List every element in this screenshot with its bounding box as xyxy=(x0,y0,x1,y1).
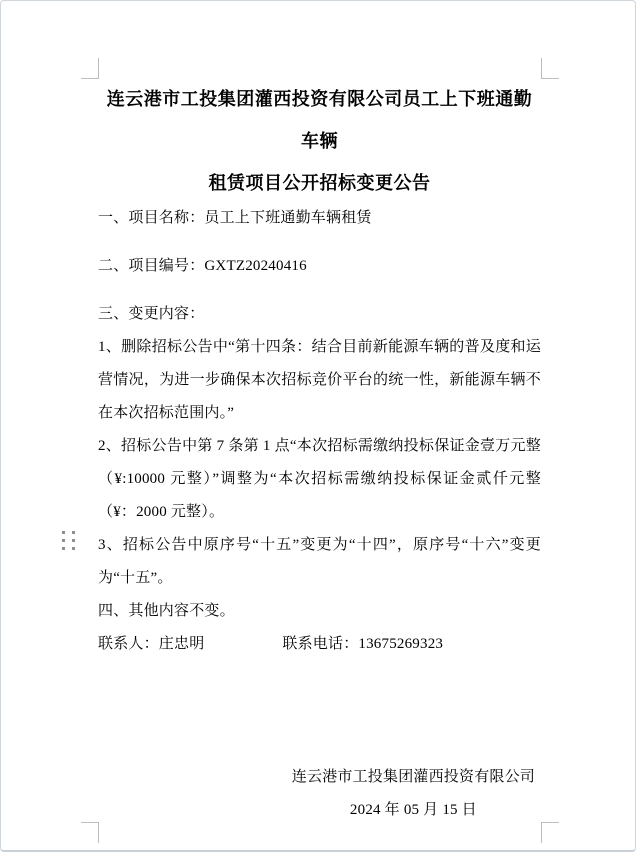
change-content-heading: 三、变更内容： xyxy=(98,306,205,322)
drag-handle-dot xyxy=(72,539,75,542)
margin-mark-top-right-icon xyxy=(541,58,559,79)
contact-phone: 联系电话：13675269323 xyxy=(282,636,444,652)
contact-line xyxy=(98,628,541,661)
change-item-3: 3、招标公告中原序号“十五”变更为“十四”，原序号“十六”变更为“十五”。 xyxy=(98,537,541,586)
drag-handle-dot xyxy=(62,539,65,542)
project-number-line: 二、项目编号：GXTZ20240416 xyxy=(98,258,307,274)
other-content-line: 四、其他内容不变。 xyxy=(98,603,235,619)
margin-mark-top-left-icon xyxy=(81,58,99,79)
drag-handle-dot xyxy=(62,531,65,534)
signature-company: 连云港市工投集团灌西投资有限公司 xyxy=(291,769,535,785)
document-title-line1: 连云港市工投集团灌西投资有限公司员工上下班通勤车辆 xyxy=(106,89,533,151)
drag-handle-dot xyxy=(62,547,65,550)
signature-date: 2024 年 05 月 15 日 xyxy=(349,802,477,818)
document-title xyxy=(98,78,541,204)
contact-person: 联系人：庄忠明 xyxy=(98,636,205,652)
document-title-line2: 租赁项目公开招标变更公告 xyxy=(208,173,431,193)
project-name-line: 一、项目名称：员工上下班通勤车辆租赁 xyxy=(98,210,372,226)
contact-spacer xyxy=(204,628,282,661)
margin-mark-bottom-right-icon xyxy=(541,822,559,843)
drag-handle-dot xyxy=(72,547,75,550)
drag-handle-icon[interactable] xyxy=(62,531,75,550)
change-item-1: 1、删除招标公告中“第十四条：结合目前新能源车辆的普及度和运营情况，为进一步确保本次招标竞价平台的统一性，新能源车辆不在本次招标范围内。” xyxy=(98,339,541,421)
drag-handle-dot xyxy=(72,531,75,534)
document-content xyxy=(98,78,541,827)
signature-block xyxy=(292,761,535,827)
change-item-2: 2、招标公告中第 7 条第 1 点“本次招标需缴纳投标保证金壹万元整（¥:10000 元整）”调整为“本次招标需缴纳投标保证金贰仟元整（¥：2000 元整）。 xyxy=(98,438,541,520)
margin-mark-bottom-left-icon xyxy=(81,822,99,843)
